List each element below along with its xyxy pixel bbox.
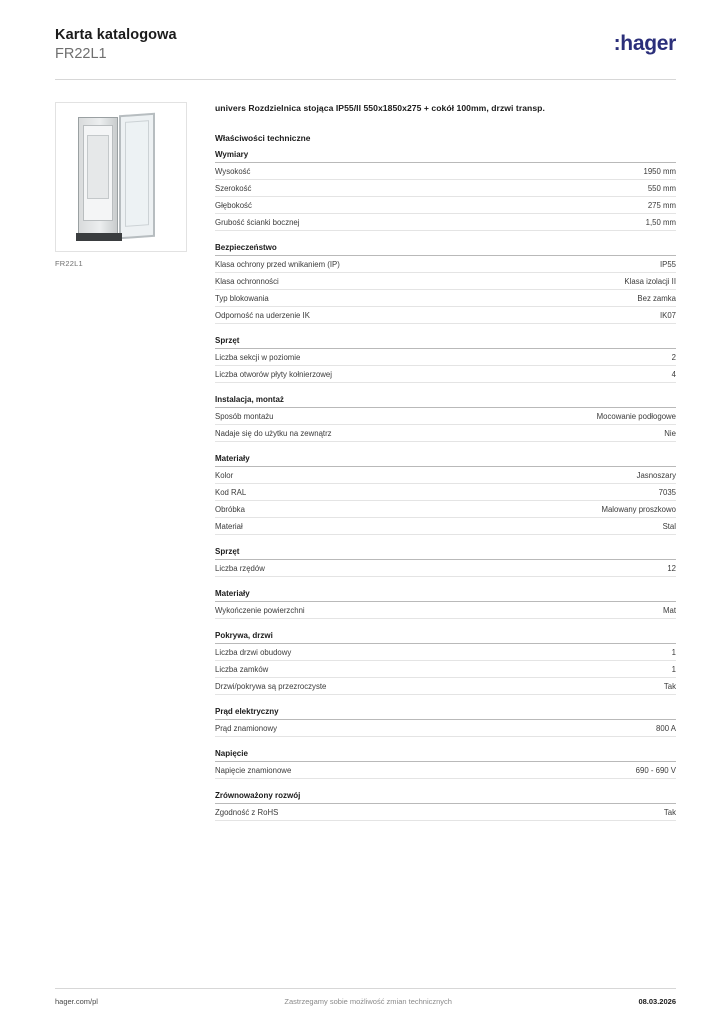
spec-key: Kolor <box>215 470 234 480</box>
spec-group-title: Sprzęt <box>215 336 676 349</box>
spec-key: Grubość ścianki bocznej <box>215 217 300 227</box>
spec-group <box>215 336 676 383</box>
spec-row <box>215 720 676 737</box>
spec-key: Typ blokowania <box>215 293 269 303</box>
product-image-column <box>55 102 187 833</box>
spec-value: Tak <box>663 681 676 691</box>
spec-row <box>215 678 676 695</box>
spec-key: Wysokość <box>215 166 251 176</box>
product-reference: FR22L1 <box>55 46 107 63</box>
spec-group-title: Zrównoważony rozwój <box>215 791 676 804</box>
cabinet-plinth-shape <box>76 233 122 241</box>
spec-value: Stal <box>662 521 676 531</box>
footer-date: 08.03.2026 <box>638 997 676 1006</box>
spec-value: Klasa izolacji II <box>624 276 676 286</box>
spec-row <box>215 349 676 366</box>
spec-group <box>215 395 676 442</box>
spec-group-title: Sprzęt <box>215 547 676 560</box>
page-title: Karta katalogowa <box>55 27 177 43</box>
spec-row <box>215 425 676 442</box>
spec-row <box>215 484 676 501</box>
hager-logo: :hager <box>613 32 676 55</box>
spec-value: Malowany proszkowo <box>601 504 676 514</box>
spec-group <box>215 791 676 821</box>
spec-value: IP55 <box>659 259 676 269</box>
spec-value: 7035 <box>658 487 676 497</box>
spec-key: Liczba rzędów <box>215 563 265 573</box>
spec-row <box>215 256 676 273</box>
spec-group-title: Napięcie <box>215 749 676 762</box>
spec-key: Odporność na uderzenie IK <box>215 310 310 320</box>
spec-key: Klasa ochrony przed wnikaniem (IP) <box>215 259 340 269</box>
spec-value: 690 - 690 V <box>635 765 676 775</box>
spec-group-title: Materiały <box>215 589 676 602</box>
spec-value: Tak <box>663 807 676 817</box>
spec-value: 550 mm <box>647 183 676 193</box>
page-header <box>0 0 724 63</box>
spec-row <box>215 467 676 484</box>
spec-group <box>215 749 676 779</box>
spec-row <box>215 290 676 307</box>
footer-website-link[interactable]: hager.com/pl <box>55 997 98 1006</box>
spec-key: Szerokość <box>215 183 252 193</box>
spec-row <box>215 180 676 197</box>
spec-row <box>215 501 676 518</box>
spec-key: Drzwi/pokrywa są przezroczyste <box>215 681 327 691</box>
spec-value: Nie <box>664 428 676 438</box>
spec-row <box>215 366 676 383</box>
spec-key: Zgodność z RoHS <box>215 807 279 817</box>
spec-row <box>215 163 676 180</box>
spec-key: Wykończenie powierzchni <box>215 605 305 615</box>
spec-row <box>215 307 676 324</box>
spec-value: 1950 mm <box>643 166 676 176</box>
spec-row <box>215 804 676 821</box>
spec-value: IK07 <box>659 310 676 320</box>
footer-disclaimer: Zastrzegamy sobie możliwość zmian technicznych <box>284 997 452 1006</box>
spec-value: 275 mm <box>647 200 676 210</box>
spec-group-title: Bezpieczeństwo <box>215 243 676 256</box>
spec-key: Sposób montażu <box>215 411 274 421</box>
spec-value: 1 <box>671 647 676 657</box>
spec-value: 1 <box>671 664 676 674</box>
spec-key: Nadaje się do użytku na zewnątrz <box>215 428 332 438</box>
spec-row <box>215 661 676 678</box>
spec-key: Kod RAL <box>215 487 247 497</box>
spec-key: Napięcie znamionowe <box>215 765 292 775</box>
spec-value: 1,50 mm <box>645 217 676 227</box>
spec-key: Obróbka <box>215 504 245 514</box>
spec-group <box>215 631 676 695</box>
footer-divider <box>55 988 676 989</box>
spec-group-title: Instalacja, montaż <box>215 395 676 408</box>
spec-value: Mat <box>663 605 676 615</box>
spec-key: Klasa ochronności <box>215 276 279 286</box>
cabinet-mounting-plate-shape <box>87 135 109 199</box>
spec-key: Materiał <box>215 521 243 531</box>
spec-group <box>215 547 676 577</box>
spec-row <box>215 214 676 231</box>
footer-row <box>55 997 676 1006</box>
spec-group <box>215 707 676 737</box>
spec-group-title: Prąd elektryczny <box>215 707 676 720</box>
spec-row <box>215 762 676 779</box>
spec-value: 2 <box>671 352 676 362</box>
spec-group <box>215 243 676 324</box>
cabinet-illustration <box>72 113 172 243</box>
spec-group <box>215 150 676 231</box>
spec-row <box>215 408 676 425</box>
product-photo <box>55 102 187 252</box>
spec-row <box>215 273 676 290</box>
spec-key: Liczba otworów płyty kołnierzowej <box>215 369 333 379</box>
spec-group-title: Wymiary <box>215 150 676 163</box>
spec-group-title: Materiały <box>215 454 676 467</box>
title-block <box>55 26 177 63</box>
spec-key: Głębokość <box>215 200 252 210</box>
page-footer <box>55 988 676 1006</box>
spec-row <box>215 518 676 535</box>
technical-properties-heading: Właściwości techniczne <box>215 133 311 144</box>
spec-row <box>215 602 676 619</box>
spec-value: Mocowanie podłogowe <box>596 411 676 421</box>
spec-value: 12 <box>667 563 676 573</box>
spec-key: Prąd znamionowy <box>215 723 277 733</box>
cabinet-door-shape <box>119 113 155 240</box>
spec-value: 800 A <box>656 723 676 733</box>
spec-group <box>215 454 676 535</box>
spec-key: Liczba drzwi obudowy <box>215 647 292 657</box>
spec-row <box>215 644 676 661</box>
spec-key: Liczba zamków <box>215 664 269 674</box>
spec-key: Liczba sekcji w poziomie <box>215 352 301 362</box>
cabinet-door-glass-shape <box>125 120 149 227</box>
spec-groups <box>215 150 676 821</box>
spec-value: Bez zamka <box>637 293 676 303</box>
spec-row <box>215 197 676 214</box>
spec-group-title: Pokrywa, drzwi <box>215 631 676 644</box>
spec-group <box>215 589 676 619</box>
spec-value: Jasnoszary <box>636 470 676 480</box>
spec-value: 4 <box>671 369 676 379</box>
page-content <box>0 80 724 833</box>
image-caption: FR22L1 <box>55 259 83 269</box>
spec-row <box>215 560 676 577</box>
specs-column <box>215 102 676 833</box>
product-description: univers Rozdzielnica stojąca IP55/II 550x1850x275 + cokół 100mm, drzwi transp. <box>215 103 545 114</box>
